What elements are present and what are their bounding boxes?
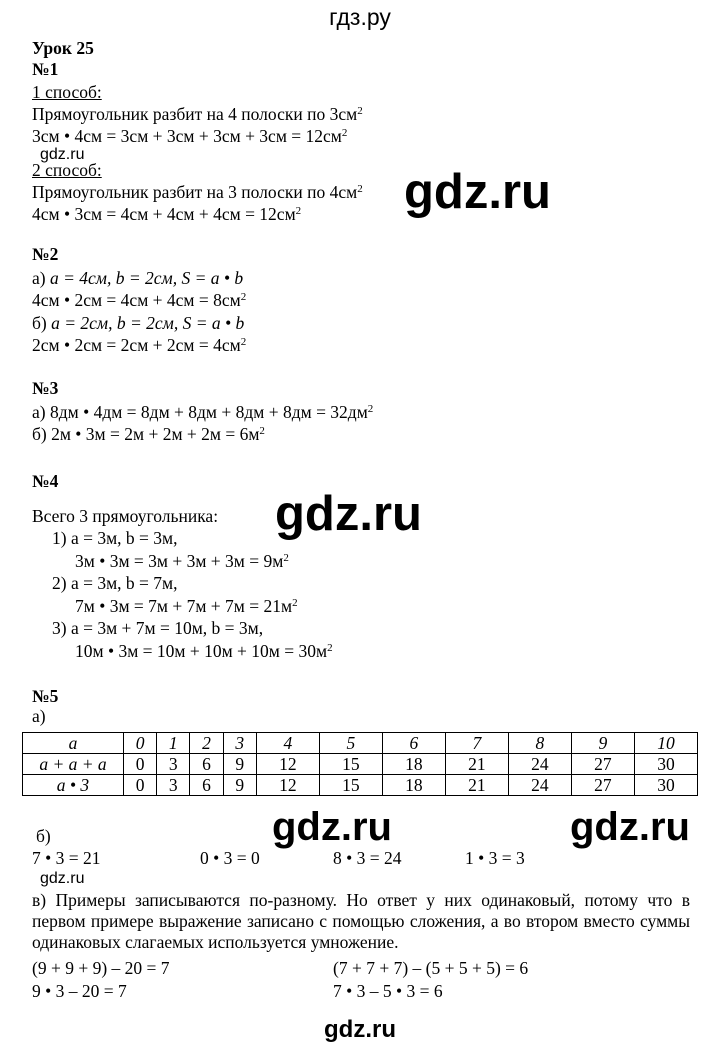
watermark-main-4: gdz.ru xyxy=(570,805,690,849)
ex1-way2-text: Прямоугольник разбит на 3 полоски по $4см^2$ xyxy=(32,182,363,202)
watermark-small-2: gdz.ru xyxy=(40,870,85,887)
watermark-bottom: gdz.ru xyxy=(324,1016,396,1043)
ex5-a-label: а) xyxy=(32,706,46,726)
ex3-title: №3 xyxy=(32,378,59,398)
table-cell: 6 xyxy=(382,733,445,754)
table-cell: 8 xyxy=(508,733,571,754)
ex2-a-eq: 4см • $2см = 4см + 4см = 8см^2$ xyxy=(32,290,247,310)
table-cell: 7 xyxy=(445,733,508,754)
ex3-b-eq: б) 2м • $3м = 2м + 2м + 2м = 6м^2$ xyxy=(32,424,265,444)
ex2-title: №2 xyxy=(32,244,59,264)
table-row xyxy=(23,754,698,775)
watermark-main-1: gdz.ru xyxy=(404,165,551,219)
table-cell: 24 xyxy=(508,775,571,796)
ex1-way2-eq: 4см • $3см = 4см + 4см + 4см = 12см^2$ xyxy=(32,204,302,224)
ex4-r2-vals: 2) a = 3м, b = 7м, xyxy=(52,573,178,593)
ex2-b-vals: б) a = 2см, b = 2см, S = a • b xyxy=(32,313,245,333)
table-cell: 21 xyxy=(445,775,508,796)
ex1-way1-text: Прямоугольник разбит на 4 полоски по $3см^2$ xyxy=(32,104,363,124)
ex5-v-text: в) Примеры записываются по-разному. Но ответ у них одинаковый, потому что в первом примере выражение записано с помощью сложения, а во втором вместо суммы одинаковых слагаемых используется умножение. xyxy=(32,890,690,952)
table-cell: 2 xyxy=(190,733,223,754)
table-cell: 27 xyxy=(571,775,634,796)
table-cell: 3 xyxy=(223,733,256,754)
values-table xyxy=(22,732,698,796)
table-cell: a xyxy=(23,733,124,754)
table-cell: a • 3 xyxy=(23,775,124,796)
ex5-b-item-2: 0 • 3 = 0 xyxy=(200,848,260,868)
table-cell: 3 xyxy=(157,754,190,775)
table-cell: 4 xyxy=(256,733,319,754)
table-cell: 10 xyxy=(634,733,697,754)
table-cell: a + a + a xyxy=(23,754,124,775)
table-cell: 15 xyxy=(319,754,382,775)
table-cell: 18 xyxy=(382,754,445,775)
table-cell: 30 xyxy=(634,754,697,775)
ex5-b-item-1: 7 • 3 = 21 xyxy=(32,848,101,868)
ex5-b-item-4: 1 • 3 = 3 xyxy=(465,848,525,868)
table-cell: 1 xyxy=(157,733,190,754)
ex1-way2: 2 способ: xyxy=(32,160,102,180)
watermark-main-3: gdz.ru xyxy=(272,805,392,849)
watermark-top: гдз.ру xyxy=(329,4,391,30)
table-cell: 27 xyxy=(571,754,634,775)
ex5-v-row2-right: 7 • 3 – 5 • 3 = 6 xyxy=(333,981,443,1001)
ex5-v-row2-left: 9 • 3 – 20 = 7 xyxy=(32,981,127,1001)
table-cell: 5 xyxy=(319,733,382,754)
lesson-title: Урок 25 xyxy=(32,38,94,58)
ex3-a-eq: а) 8дм • $4дм = 8дм + 8дм + 8дм + 8дм = 32дм^2$ xyxy=(32,402,374,422)
table-cell: 9 xyxy=(571,733,634,754)
table-cell: 0 xyxy=(124,733,157,754)
table-cell: 21 xyxy=(445,754,508,775)
table-cell: 6 xyxy=(190,775,223,796)
table-cell: 3 xyxy=(157,775,190,796)
ex2-a-vals: а) a = 4см, b = 2см, S = a • b xyxy=(32,268,244,288)
watermark-main-2: gdz.ru xyxy=(275,487,422,541)
ex5-v-row1-right: (7 + 7 + 7) – (5 + 5 + 5) = 6 xyxy=(333,958,529,978)
ex4-r3-eq: 10м • $3м = 10м + 10м + 10м = 30м^2$ xyxy=(75,641,333,661)
watermark-small-1: gdz.ru xyxy=(40,146,85,163)
table-cell: 0 xyxy=(124,754,157,775)
table-cell: 15 xyxy=(319,775,382,796)
ex5-b-label: б) xyxy=(36,826,51,846)
ex4-r1-eq: 3м • $3м = 3м + 3м + 3м = 9м^2$ xyxy=(75,551,289,571)
table-cell: 0 xyxy=(124,775,157,796)
table-cell: 24 xyxy=(508,754,571,775)
ex4-r1-vals: 1) a = 3м, b = 3м, xyxy=(52,528,178,548)
ex5-v-row1-left: (9 + 9 + 9) – 20 = 7 xyxy=(32,958,170,978)
ex1-way1: 1 способ: xyxy=(32,82,102,102)
ex4-title: №4 xyxy=(32,471,59,491)
table-cell: 12 xyxy=(256,754,319,775)
ex1-title: №1 xyxy=(32,59,59,79)
table-row xyxy=(23,775,698,796)
ex2-b-eq: 2см • $2см = 2см + 2см = 4см^2$ xyxy=(32,335,247,355)
ex5-title: №5 xyxy=(32,686,59,706)
ex4-intro: Всего 3 прямоугольника: xyxy=(32,506,219,526)
table-cell: 12 xyxy=(256,775,319,796)
table-cell: 9 xyxy=(223,775,256,796)
ex5-b-item-3: 8 • 3 = 24 xyxy=(333,848,402,868)
table-cell: 30 xyxy=(634,775,697,796)
table-cell: 18 xyxy=(382,775,445,796)
ex4-r2-eq: 7м • $3м = 7м + 7м + 7м = 21м^2$ xyxy=(75,596,298,616)
table-header-row xyxy=(23,733,698,754)
ex4-r3-vals: 3) a = 3м + 7м = 10м, b = 3м, xyxy=(52,618,264,638)
table-cell: 6 xyxy=(190,754,223,775)
ex1-way1-eq: 3см • $4см = 3см + 3см + 3см + 3см = 12см^2$ xyxy=(32,126,348,146)
table-cell: 9 xyxy=(223,754,256,775)
